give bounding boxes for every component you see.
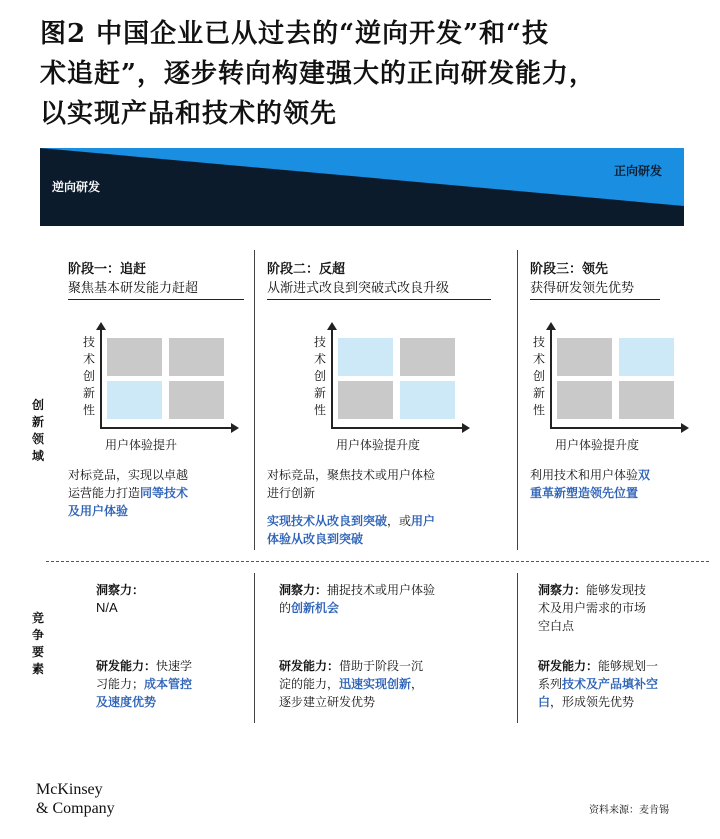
stage-1-y-axis-label: 技 术 创 新 性 <box>82 335 95 417</box>
column-divider <box>517 250 518 550</box>
stage-1-cell-top-left <box>107 338 162 376</box>
stage-2-x-arrow <box>462 423 470 433</box>
stage-3-x-axis-label: 用户体验提升度 <box>555 438 640 452</box>
title-line-1: 图2 中国企业已从过去的“逆向开发”和“技 <box>40 19 550 49</box>
stage-3-subtitle: 获得研发领先优势 <box>530 281 635 296</box>
stage-1-rd-capability: 研发能力：快速学 习能力；成本管控 及速度优势 <box>96 659 193 709</box>
stage-3-description: 利用技术和用户体验双 重革新塑造领先位置 <box>530 468 651 500</box>
title-line-2: 术追赶”，逐步转向构建强大的正向研发能力， <box>40 59 596 89</box>
stage-1-cell-bottom-left <box>107 381 162 419</box>
stage-3-underline <box>530 299 660 300</box>
innovation-domain-label: 创 新 领 域 <box>31 398 44 463</box>
reverse-rd-label: 逆向研发 <box>52 180 101 194</box>
stage-1-cell-bottom-right <box>169 381 224 419</box>
transition-bar <box>40 148 684 226</box>
stage-2-y-axis <box>331 329 333 429</box>
stage-1-subtitle: 聚焦基本研发能力赶超 <box>68 281 199 296</box>
stage-3-cell-top-left <box>557 338 612 376</box>
title-line-3: 以实现产品和技术的领先 <box>40 99 338 129</box>
stage-2-underline <box>267 299 491 300</box>
stage-3-heading: 阶段三：领先 <box>530 262 609 277</box>
stage-3-insight: 洞察力：能够发现技 术及用户需求的市场 空白点 <box>538 583 647 633</box>
stage-2-heading: 阶段二：反超 <box>267 262 346 277</box>
stage-3-y-axis <box>550 329 552 429</box>
stage-2-subtitle: 从渐进式改良到突破式改良升级 <box>267 281 450 296</box>
stage-1 <box>68 260 198 298</box>
stage-2-cell-bottom-left <box>338 381 393 419</box>
stage-1-x-axis <box>100 427 232 429</box>
stage-3 <box>530 260 634 298</box>
stage-2-description: 对标竞品，聚焦技术或用户体检 进行创新 实现技术从改良到突破，或用户 体验从改良到突破 <box>267 468 436 546</box>
column-divider <box>517 573 518 723</box>
stage-2-rd-capability: 研发能力：借助于阶段一沉 淀的能力，迅速实现创新， 逐步建立研发优势 <box>279 659 424 709</box>
stage-2-y-axis-label: 技 术 创 新 性 <box>313 335 326 417</box>
stage-3-y-axis-label: 技 术 创 新 性 <box>532 335 545 417</box>
forward-rd-label: 正向研发 <box>614 164 663 178</box>
stage-1-y-axis <box>100 329 102 429</box>
stage-2-x-axis <box>331 427 463 429</box>
section-divider <box>46 561 709 562</box>
stage-3-cell-bottom-right <box>619 381 674 419</box>
stage-1-x-axis-label: 用户体验提升 <box>105 438 178 452</box>
stage-3-cell-top-right <box>619 338 674 376</box>
stage-2-insight: 洞察力：捕捉技术或用户体验 的创新机会 <box>279 583 436 615</box>
source-note: 资料来源：麦肯锡 <box>589 805 669 816</box>
stage-1-underline <box>68 299 244 300</box>
stage-1-cell-top-right <box>169 338 224 376</box>
stage-2 <box>267 260 449 298</box>
stage-2-x-axis-label: 用户体验提升度 <box>336 438 421 452</box>
column-divider <box>254 573 255 723</box>
stage-1-description: 对标竞品，实现以卓越 运营能力打造同等技术 及用户体验 <box>68 468 189 518</box>
stage-3-x-arrow <box>681 423 689 433</box>
column-divider <box>254 250 255 550</box>
stage-3-x-axis <box>550 427 682 429</box>
competition-factors-label: 竞 争 要 素 <box>31 611 44 676</box>
stage-1-heading: 阶段一：追赶 <box>68 262 147 277</box>
stage-1-x-arrow <box>231 423 239 433</box>
stage-1-insight: 洞察力： N/A <box>96 583 145 615</box>
stage-3-rd-capability: 研发能力：能够规划一 系列技术及产品填补空 白，形成领先优势 <box>538 659 659 709</box>
stage-2-cell-top-right <box>400 338 455 376</box>
figure-title <box>40 14 690 134</box>
mckinsey-logo: McKinsey & Company <box>36 781 115 817</box>
stage-3-cell-bottom-left <box>557 381 612 419</box>
stage-2-cell-bottom-right <box>400 381 455 419</box>
stage-2-cell-top-left <box>338 338 393 376</box>
